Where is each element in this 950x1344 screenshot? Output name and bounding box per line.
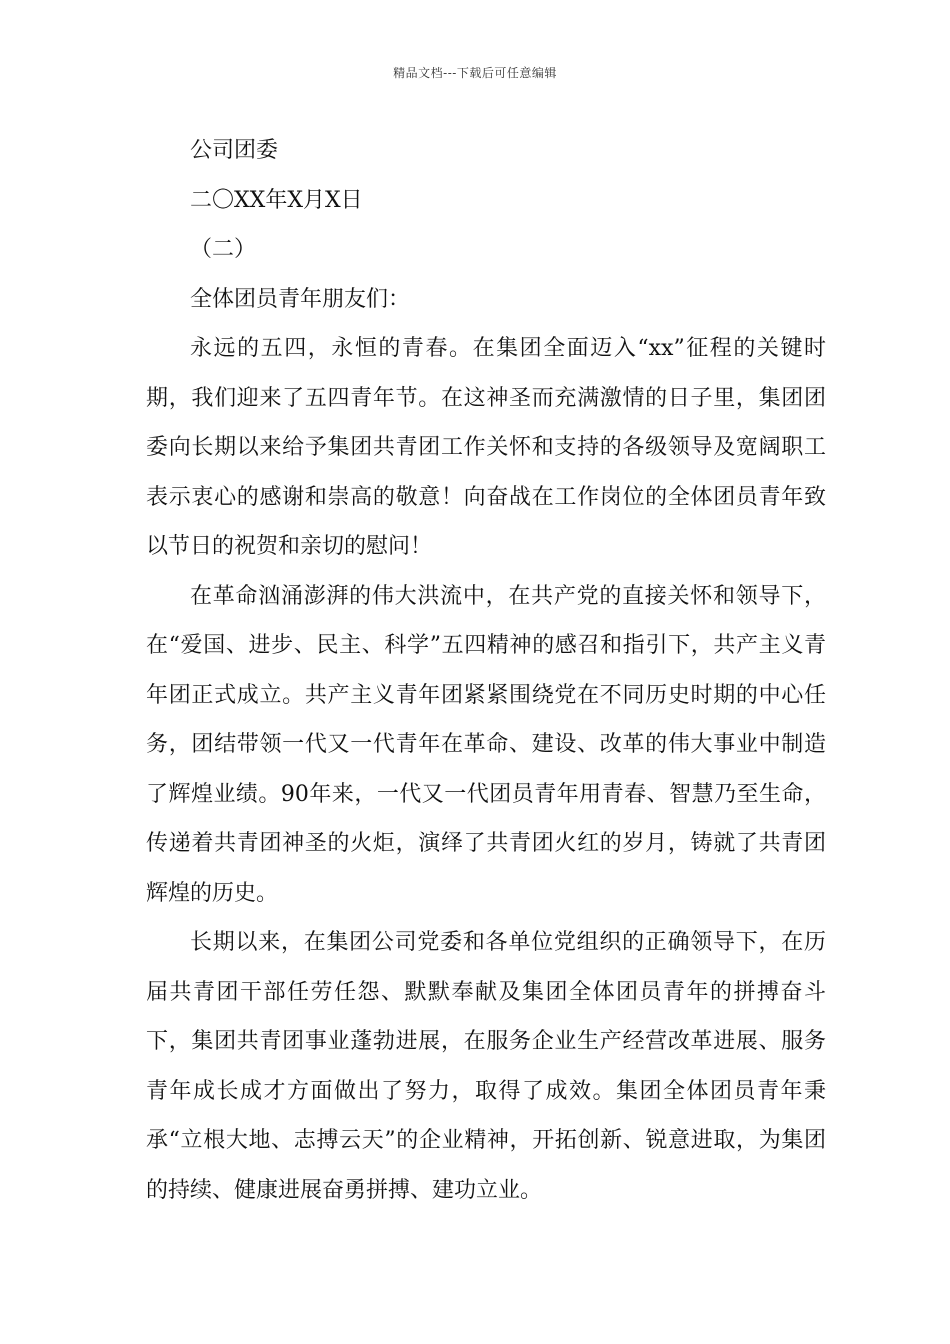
signature-date: 二〇XX年X月X日: [190, 187, 363, 213]
document-body: [146, 126, 826, 1215]
signature-org: 公司团委: [190, 138, 279, 163]
section-marker: （二）: [190, 237, 257, 262]
salutation: 全体团员青年朋友们：: [190, 286, 411, 312]
paragraph-2: 在革命汹涌澎湃的伟大洪流中，在共产党的直接关怀和领导下，在“爱国、进步、民主、科学”五四精神的感召和指引下，共产主义青年团正式成立。共产主义青年团紧紧围绕党在不同历史时期的中心任务，团结带领一代又一代青年在革命、建设、改革的伟大事业中制造了辉煌业绩。90年来，一代又一代团员青年用青春、智慧乃至生命，传递着共青团神圣的火炬，演绎了共青团火红的岁月，铸就了共青团辉煌的历史。: [146, 583, 826, 906]
header-watermark: 精品文档---下载后可任意编辑: [393, 66, 557, 80]
paragraph-3: 长期以来，在集团公司党委和各单位党组织的正确领导下，在历届共青团干部任劳任怨、默默奉献及集团全体团员青年的拼搏奋斗下，集团共青团事业蓬勃进展，在服务企业生产经营改革进展、服务青年成长成才方面做出了努力，取得了成效。集团全体团员青年秉承“立根大地、志搏云天”的企业精神，开拓创新、锐意进取，为集团的持续、健康进展奋勇拼搏、建功立业。: [146, 930, 826, 1203]
paragraph-1: 永远的五四，永恒的青春。在集团全面迈入“xx”征程的关键时期，我们迎来了五四青年节。在这神圣而充满激情的日子里，集团团委向长期以来给予集团共青团工作关怀和支持的各级领导及宽阔职工表示衷心的感谢和崇高的敬意！向奋战在工作岗位的全体团员青年致以节日的祝贺和亲切的慰问！: [146, 336, 826, 559]
